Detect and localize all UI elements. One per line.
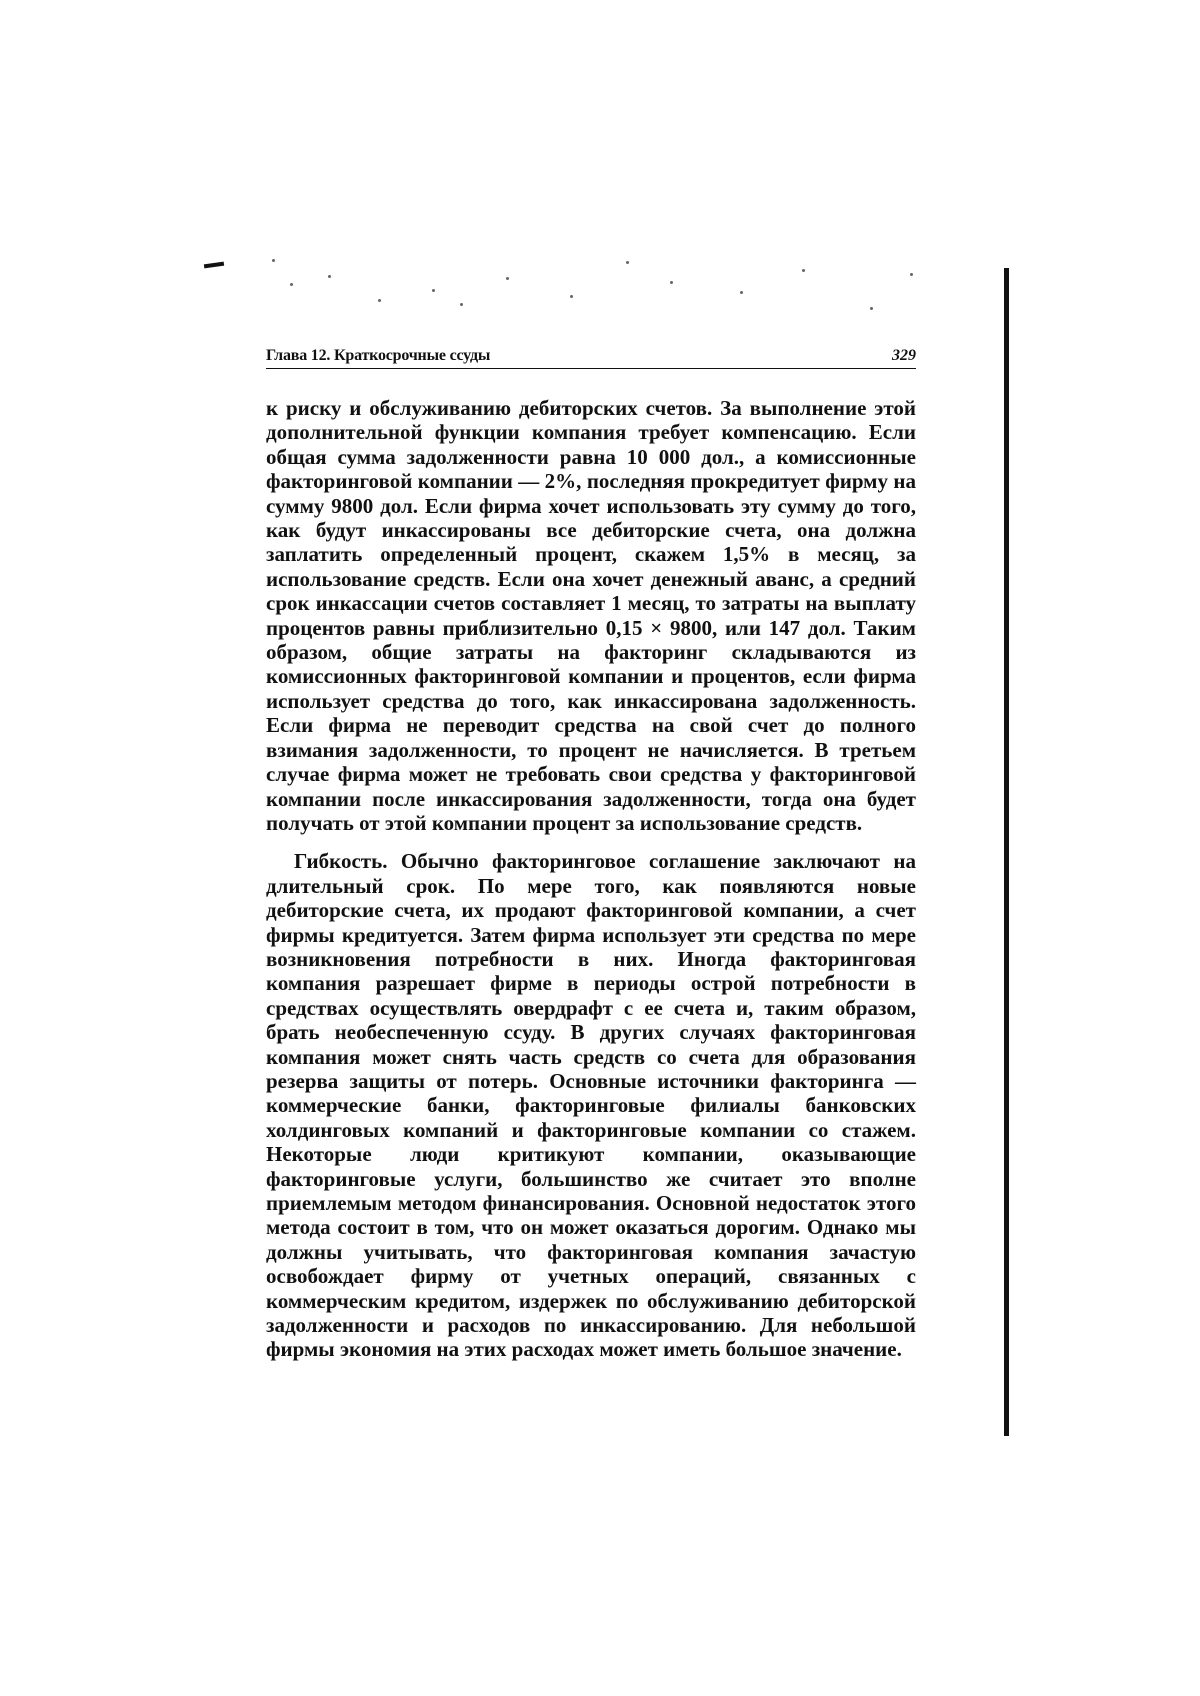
- body-text: [266, 396, 916, 1362]
- scan-mark: [204, 262, 224, 269]
- running-header: [266, 347, 916, 369]
- paragraph: к риску и обслуживанию дебиторских счетов. За выполнение этой дополнительной функции компания требует компенсацию. Если общая сумма задолженности равна 10 000 дол., а комиссионные факторинговой компании — 2%, последняя прокредитует фирму на сумму 9800 дол. Если фирма хочет использовать эту сумму до того, как будут инкассированы все дебиторские счета, она должна заплатить определенный процент, скажем 1,5% в месяц, за использование средств. Если она хочет денежный аванс, а средний срок инкассации счетов составляет 1 месяц, то затраты на выплату процентов равны приблизительно 0,15 × 9800, или 147 дол. Таким образом, общие затраты на факторинг складываются из комиссионных факторинговой компании и процентов, если фирма использует средства до того, как инкассирована задолженность. Если фирма не переводит средства на свой счет до полного взимания задолженности, то процент не начисляется. В третьем случае фирма может не требовать свои средства у факторинговой компании после инкассирования задолженности, тогда она будет получать от этой компании процент за использование средств.: [266, 396, 916, 835]
- paragraph-text: Обычно факторинговое соглашение заключают на длительный срок. По мере того, как появляются новые дебиторские счета, их продают факторинговой компании, а счет фирмы кредитуется. Затем фирма использует эти средства по мере возникновения потребности в них. Иногда факторинговая компания разрешает фирме в периоды острой потребности в средствах осуществлять овердрафт с ее счета и, таким образом, брать необеспеченную ссуду. В других случаях факторинговая компания может снять часть средств со счета для образования резерва защиты от потерь. Основные источники факторинга — коммерческие банки, факторинговые филиалы банковских холдинговых компаний и факторинговые компании со стажем. Некоторые люди критикуют компании, оказывающие факторинговые услуги, большинство же считает это вполне приемлемым методом финансирования. Основной недостаток этого метода состоит в том, что он может оказаться дорогим. Однако мы должны учитывать, что факторинговая компания зачастую освобождает фирму от учетных операций, связанных с коммерческим кредитом, издержек по обслуживанию дебиторской задолженности и расходов по инкассированию. Для небольшой фирмы экономия на этих расходах может иметь большое значение.: [266, 849, 916, 1362]
- paragraph: [266, 849, 916, 1362]
- run-in-heading: Гибкость.: [294, 849, 388, 874]
- running-head: Глава 12. Краткосрочные ссуды: [266, 347, 491, 364]
- page-number: 329: [892, 347, 916, 364]
- scan-edge-line: [1004, 268, 1009, 1436]
- scan-noise: [270, 255, 930, 335]
